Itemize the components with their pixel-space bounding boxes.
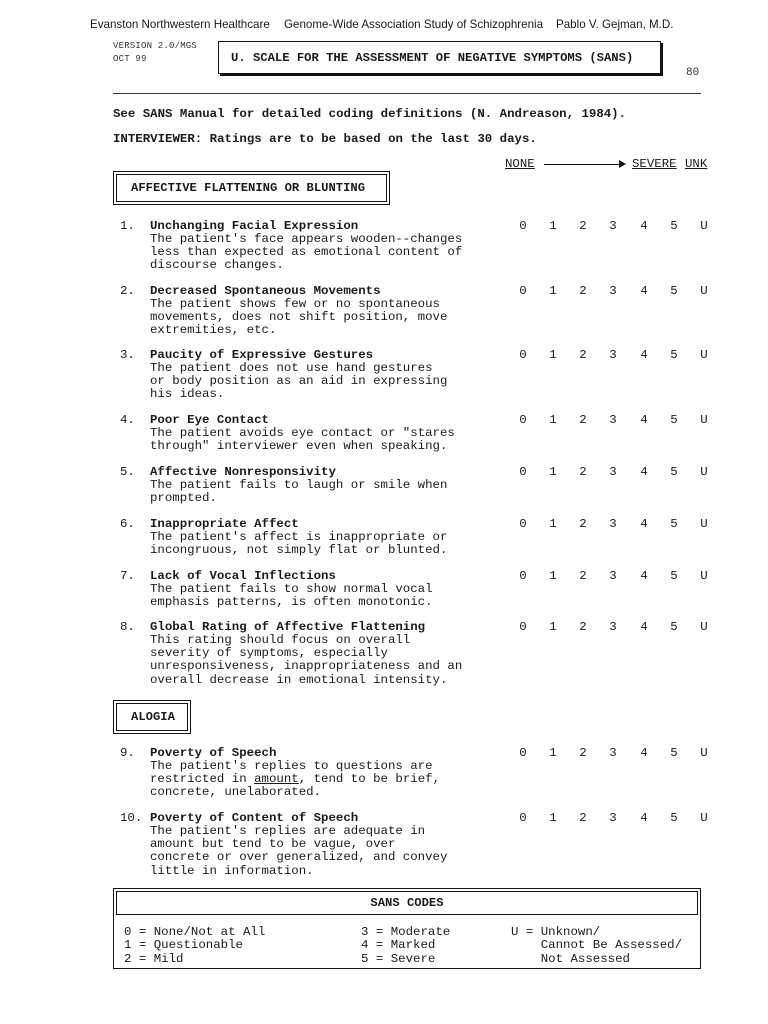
rating-option[interactable]: 5	[670, 219, 678, 233]
item-description: The patient avoids eye contact or "stares through" interviewer even when speaking.	[150, 425, 455, 453]
item-number: 6.	[120, 517, 135, 531]
arrow-right-icon	[544, 164, 620, 165]
rating-option[interactable]: 3	[609, 413, 617, 427]
item-number: 3.	[120, 348, 135, 362]
scale-severe-label: SEVERE	[632, 157, 677, 171]
section-affective-flattening	[113, 171, 390, 205]
rating-option[interactable]: U	[700, 517, 708, 531]
rating-option[interactable]: 4	[640, 746, 648, 760]
item-number: 7.	[120, 569, 135, 583]
rating-option[interactable]: 2	[579, 620, 587, 634]
rating-option[interactable]: 1	[549, 517, 557, 531]
section-title: ALOGIA	[116, 703, 188, 731]
version-line: VERSION 2.0/MGS	[113, 41, 198, 51]
scale-none-label: NONE	[505, 157, 535, 171]
rating-option[interactable]: 2	[579, 746, 587, 760]
rating-option[interactable]: 0	[519, 284, 527, 298]
rating-option[interactable]: 1	[549, 284, 557, 298]
rating-option[interactable]: 3	[609, 465, 617, 479]
section-alogia	[113, 700, 191, 734]
rating-option[interactable]: 2	[579, 517, 587, 531]
rating-option[interactable]: 4	[640, 348, 648, 362]
rating-option[interactable]: 4	[640, 569, 648, 583]
item-name: Poverty of Content of Speech	[150, 811, 359, 825]
codes-column: 0 = None/Not at All 1 = Questionable 2 = Mild	[124, 925, 266, 966]
rating-option[interactable]: 2	[579, 413, 587, 427]
rating-option[interactable]: 2	[579, 284, 587, 298]
investigator-name: Pablo V. Gejman, M.D.	[556, 18, 674, 31]
study-name: Genome-Wide Association Study of Schizophrenia	[284, 18, 544, 31]
item-number: 4.	[120, 413, 135, 427]
rating-option[interactable]: U	[700, 811, 708, 825]
rating-option[interactable]: 5	[670, 465, 678, 479]
rating-option[interactable]: 5	[670, 517, 678, 531]
item-number: 10.	[120, 811, 143, 825]
rating-option[interactable]: 1	[549, 465, 557, 479]
codes-column: U = Unknown/ Cannot Be Assessed/ Not Assessed	[511, 925, 683, 966]
rating-option[interactable]: 1	[549, 413, 557, 427]
rating-option[interactable]: U	[700, 413, 708, 427]
item-name: Poor Eye Contact	[150, 413, 269, 427]
item-description: This rating should focus on overall severity of symptoms, especially unresponsiveness, inappropriateness and an overall decrease in emotional intensity.	[150, 632, 463, 687]
rating-option[interactable]: 5	[670, 811, 678, 825]
item-name: Paucity of Expressive Gestures	[150, 348, 374, 362]
desc-text: , tend to be brief, concrete, unelaborated.	[150, 771, 441, 800]
sans-codes-box	[113, 888, 701, 969]
rating-option[interactable]: 4	[640, 517, 648, 531]
rating-option[interactable]: U	[700, 465, 708, 479]
section-title: AFFECTIVE FLATTENING OR BLUNTING	[116, 174, 387, 202]
rating-option[interactable]: 0	[519, 219, 527, 233]
rating-option[interactable]: 0	[519, 746, 527, 760]
item-name: Poverty of Speech	[150, 746, 277, 760]
item-name: Unchanging Facial Expression	[150, 219, 359, 233]
form-title: U. SCALE FOR THE ASSESSMENT OF NEGATIVE SYMPTOMS (SANS)	[231, 51, 634, 65]
rating-option[interactable]: U	[700, 746, 708, 760]
form-title-box	[218, 41, 661, 74]
item-number: 1.	[120, 219, 135, 233]
rating-option[interactable]: 3	[609, 811, 617, 825]
rating-option[interactable]: 1	[549, 620, 557, 634]
rating-option[interactable]: 1	[549, 219, 557, 233]
item-description: The patient does not use hand gestures or body position as an aid in expressing his ideas.	[150, 360, 448, 402]
rating-option[interactable]: 3	[609, 620, 617, 634]
rating-option[interactable]: 3	[609, 517, 617, 531]
item-name: Lack of Vocal Inflections	[150, 569, 336, 583]
item-number: 8.	[120, 620, 135, 634]
rating-option[interactable]: 2	[579, 348, 587, 362]
header-divider	[113, 93, 701, 94]
version-date: OCT 99	[113, 54, 147, 64]
rating-option[interactable]: 4	[640, 620, 648, 634]
rating-option[interactable]: 0	[519, 413, 527, 427]
rating-option[interactable]: 5	[670, 620, 678, 634]
codes-title: SANS CODES	[116, 891, 698, 915]
rating-option[interactable]: 1	[549, 348, 557, 362]
item-name: Decreased Spontaneous Movements	[150, 284, 381, 298]
rating-option[interactable]: 5	[670, 284, 678, 298]
desc-text: The patient's replies to questions are restricted in	[150, 758, 433, 786]
rating-option[interactable]: 2	[579, 811, 587, 825]
interviewer-note: INTERVIEWER: Ratings are to be based on the last 30 days.	[113, 132, 537, 146]
rating-option[interactable]: U	[700, 620, 708, 634]
rating-option[interactable]: 3	[609, 746, 617, 760]
rating-option[interactable]: 4	[640, 811, 648, 825]
version-info	[113, 40, 197, 66]
item-description: The patient fails to laugh or smile when prompted.	[150, 477, 448, 505]
rating-option[interactable]: 4	[640, 465, 648, 479]
rating-option[interactable]: 2	[579, 569, 587, 583]
desc-emphasis: amount	[254, 771, 299, 786]
rating-option[interactable]: 4	[640, 413, 648, 427]
rating-option[interactable]: 5	[670, 746, 678, 760]
rating-option[interactable]: 0	[519, 620, 527, 634]
rating-option[interactable]: 2	[579, 465, 587, 479]
item-description: The patient fails to show normal vocal emphasis patterns, is often monotonic.	[150, 581, 433, 609]
item-name: Global Rating of Affective Flattening	[150, 620, 426, 634]
rating-option[interactable]: U	[700, 348, 708, 362]
item-description: The patient's face appears wooden--changes less than expected as emotional content of discourse changes.	[150, 231, 463, 273]
rating-option[interactable]: 0	[519, 465, 527, 479]
item-name: Inappropriate Affect	[150, 517, 299, 531]
item-number: 9.	[120, 746, 135, 760]
item-name: Affective Nonresponsivity	[150, 465, 336, 479]
codes-column: 3 = Moderate 4 = Marked 5 = Severe	[361, 925, 451, 966]
item-number: 5.	[120, 465, 135, 479]
rating-option[interactable]: U	[700, 219, 708, 233]
rating-option[interactable]: 5	[670, 348, 678, 362]
rating-option[interactable]: 3	[609, 219, 617, 233]
item-description: The patient's affect is inappropriate or incongruous, not simply flat or blunted.	[150, 529, 448, 557]
rating-option[interactable]: 1	[549, 569, 557, 583]
manual-note: See SANS Manual for detailed coding definitions (N. Andreason, 1984).	[113, 107, 627, 121]
rating-option[interactable]: 2	[579, 219, 587, 233]
rating-option[interactable]: U	[700, 569, 708, 583]
page-number: 80	[686, 67, 700, 79]
rating-option[interactable]: 5	[670, 413, 678, 427]
item-description	[150, 760, 480, 800]
rating-option[interactable]: 3	[609, 284, 617, 298]
item-description: The patient's replies are adequate in amount but tend to be vague, over concrete or over generalized, and convey little in information.	[150, 823, 448, 878]
rating-option[interactable]: 1	[549, 811, 557, 825]
rating-option[interactable]: 1	[549, 746, 557, 760]
rating-option[interactable]: 0	[519, 569, 527, 583]
rating-option[interactable]: 5	[670, 569, 678, 583]
rating-option[interactable]: 0	[519, 517, 527, 531]
item-description: The patient shows few or no spontaneous movements, does not shift position, move extremities, etc.	[150, 296, 448, 338]
rating-option[interactable]: U	[700, 284, 708, 298]
rating-option[interactable]: 4	[640, 284, 648, 298]
rating-option[interactable]: 0	[519, 348, 527, 362]
organization-name: Evanston Northwestern Healthcare	[90, 18, 270, 31]
rating-option[interactable]: 0	[519, 811, 527, 825]
rating-option[interactable]: 3	[609, 348, 617, 362]
scale-unk-label: UNK	[685, 157, 708, 171]
item-number: 2.	[120, 284, 135, 298]
rating-option[interactable]: 3	[609, 569, 617, 583]
rating-option[interactable]: 4	[640, 219, 648, 233]
